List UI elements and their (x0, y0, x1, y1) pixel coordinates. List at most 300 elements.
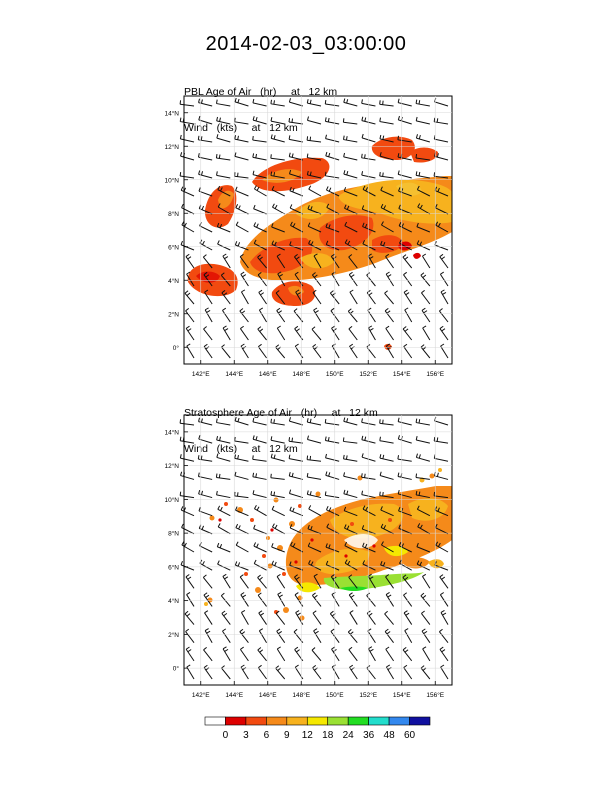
wind-barb (441, 290, 448, 304)
wind-barb (362, 491, 376, 498)
colorbar-swatch (307, 717, 327, 725)
wind-barb (367, 273, 376, 286)
wind-barb (416, 171, 430, 178)
wind-barb (235, 172, 249, 178)
wind-barb (221, 666, 230, 679)
wind-barb (217, 117, 231, 124)
lat-tick-label: 8°N (168, 530, 179, 538)
wind-barb (217, 171, 231, 178)
wind-barb (435, 241, 448, 250)
colorbar-swatch (266, 717, 286, 725)
wind-barb (181, 506, 194, 515)
wind-barb (236, 187, 249, 196)
wind-barb (276, 611, 285, 624)
wind-barb (422, 308, 430, 322)
wind-barb (236, 542, 248, 552)
wind-barb (421, 290, 429, 304)
wind-barb (271, 491, 285, 497)
colorbar-swatch (205, 717, 225, 725)
wind-barb (253, 473, 267, 480)
wind-barb (200, 560, 212, 570)
wind-barb (343, 136, 357, 142)
wind-barb (204, 344, 212, 358)
wind-barb (221, 345, 230, 358)
wind-barb (199, 525, 212, 534)
lat-tick-label: 6°N (168, 564, 179, 572)
wind-barb (271, 117, 285, 124)
wind-barb (222, 308, 230, 322)
lon-tick-label: 146°E (258, 371, 277, 378)
lat-tick-label: 0° (172, 665, 179, 673)
wind-barb (181, 561, 194, 570)
wind-barb (421, 611, 429, 625)
wind-barb (350, 611, 357, 625)
wind-barb (216, 100, 230, 106)
wind-barb (313, 665, 321, 679)
wind-barb (253, 153, 267, 160)
wind-barb (204, 665, 212, 679)
wind-barb (222, 611, 230, 625)
wind-barb (241, 610, 248, 624)
wind-barb (332, 326, 340, 340)
wind-barb (441, 344, 448, 358)
wind-barb (295, 344, 303, 358)
wind-barb (200, 240, 212, 250)
wind-barb (271, 436, 285, 443)
wind-barb (216, 474, 230, 480)
wind-barb (217, 436, 231, 443)
wind-barb (223, 254, 230, 268)
wind-barb (216, 419, 230, 425)
lat-tick-label: 12°N (164, 143, 179, 151)
lat-tick-label: 8°N (168, 210, 179, 218)
wind-barb (218, 506, 230, 516)
wind-barb (272, 524, 284, 534)
wind-barb (326, 135, 340, 142)
wind-barb (277, 647, 284, 661)
wind-barb (236, 524, 249, 534)
wind-barb (259, 308, 266, 322)
wind-barb (295, 647, 303, 661)
wind-barb (186, 308, 194, 322)
wind-barb (344, 170, 357, 178)
wind-barb (253, 116, 266, 124)
wind-barb (368, 629, 376, 643)
wind-barb (241, 593, 249, 607)
wind-barb (240, 647, 248, 661)
wind-barb (295, 326, 303, 340)
wind-barb (398, 99, 412, 106)
wind-barb (440, 647, 448, 661)
wind-barb (241, 344, 248, 358)
colorbar-swatch (369, 717, 389, 725)
wind-barb (289, 490, 302, 498)
wind-barb (253, 490, 267, 497)
wind-barb (403, 272, 411, 286)
wind-barb (404, 290, 412, 304)
wind-barb (398, 171, 412, 178)
wind-barb (326, 454, 340, 461)
lon-tick-label: 152°E (359, 371, 378, 378)
wind-barb (380, 437, 394, 443)
colorbar-labels (223, 730, 416, 741)
lon-tick-label: 148°E (292, 371, 311, 378)
panel1-map (164, 96, 452, 378)
wind-barb (434, 437, 448, 443)
wind-barb (362, 436, 376, 443)
wind-barb (404, 665, 412, 679)
wind-barb (205, 308, 212, 322)
lat-tick-label: 4°N (168, 598, 179, 606)
colorbar-label: 60 (403, 730, 416, 741)
panel1-title-line1: PBL Age of Air (hr) at 12 km (184, 86, 338, 98)
wind-barb (343, 455, 357, 461)
colorbar-label: 12 (301, 730, 313, 741)
wind-barb (181, 187, 194, 196)
lat-tick-label: 14°N (164, 429, 179, 437)
wind-barb (240, 326, 248, 340)
wind-barb (181, 152, 194, 160)
colorbar-swatch (348, 717, 368, 725)
lat-tick-label: 10°N (164, 177, 179, 185)
wind-barb (440, 575, 448, 589)
colorbar-label: 9 (284, 730, 290, 741)
wind-barb (235, 118, 249, 124)
wind-barb (253, 435, 266, 443)
wind-barb (362, 134, 375, 142)
wind-barb (332, 647, 340, 661)
wind-barb (240, 309, 249, 322)
wind-barb (422, 254, 429, 268)
lon-tick-label: 150°E (325, 692, 344, 699)
wind-barb (235, 561, 248, 570)
wind-barb (349, 326, 357, 340)
wind-barb (181, 241, 194, 250)
wind-barb (423, 326, 430, 340)
wind-barb (349, 647, 357, 661)
wind-barb (325, 100, 339, 106)
wind-barb (403, 327, 412, 340)
wind-barb (254, 505, 266, 515)
wind-barb (403, 593, 411, 607)
wind-barb (254, 542, 267, 552)
wind-barb (434, 135, 448, 142)
wind-barb (272, 204, 284, 214)
wind-barb (223, 574, 230, 588)
wind-barb (254, 222, 267, 232)
wind-barb (258, 647, 267, 660)
wind-barb (440, 326, 448, 340)
wind-barb (217, 134, 230, 142)
wind-barb (180, 492, 194, 498)
wind-barb (241, 290, 248, 304)
lat-tick-label: 2°N (168, 311, 179, 319)
wind-barb (254, 205, 267, 214)
wind-barb (186, 326, 194, 340)
wind-barb (258, 665, 266, 679)
wind-barb (440, 593, 448, 607)
lon-tick-label: 142°E (191, 371, 210, 378)
wind-barb (349, 593, 357, 607)
wind-barb (180, 100, 194, 106)
colorbar-swatch (287, 717, 307, 725)
wind-barb (289, 472, 303, 479)
panel2-map (164, 415, 452, 699)
wind-barb (386, 592, 393, 606)
wind-barb (307, 99, 321, 106)
wind-barb (307, 418, 321, 425)
wind-barb (344, 153, 358, 160)
wind-barb (380, 419, 394, 425)
wind-barb (416, 436, 430, 443)
wind-barb (180, 454, 194, 461)
wind-barb (253, 455, 267, 461)
wind-barb (325, 117, 339, 124)
wind-barb (405, 308, 412, 322)
wind-barb (386, 272, 393, 286)
wind-barb (441, 610, 448, 624)
wind-barb (349, 272, 357, 286)
wind-barb (325, 437, 339, 444)
wind-barb (180, 172, 194, 178)
wind-barb (380, 100, 394, 106)
wind-barb (180, 135, 194, 142)
wind-barb (435, 417, 448, 425)
wind-barb (258, 593, 266, 607)
lat-tick-label: 0° (172, 344, 179, 352)
wind-barb (385, 611, 394, 624)
wind-barb (235, 135, 249, 142)
wind-barb (416, 474, 430, 480)
wind-barb (362, 418, 376, 425)
wind-barb (307, 136, 321, 142)
wind-barb (362, 99, 376, 106)
wind-barb (398, 473, 412, 480)
wind-barb (422, 574, 429, 588)
wind-barb (204, 647, 213, 660)
wind-barb (404, 344, 412, 358)
wind-barb (235, 454, 249, 461)
wind-barb (423, 647, 430, 661)
wind-barb (332, 592, 339, 606)
wind-barb (313, 344, 321, 358)
wind-barb (217, 543, 230, 552)
wind-barb (241, 272, 249, 286)
figure-title: 2014-02-03_03:00:00 (205, 33, 407, 55)
wind-barb (223, 326, 230, 340)
wind-barb (386, 647, 394, 661)
wind-barb (398, 418, 412, 425)
wind-barb (185, 291, 194, 304)
lon-tick-label: 154°E (392, 371, 411, 378)
wind-barb (186, 629, 194, 643)
wind-barb (258, 327, 267, 340)
wind-barb (277, 308, 285, 322)
wind-barb (198, 136, 212, 142)
wind-barb (236, 222, 248, 232)
wind-barb (368, 326, 375, 340)
lat-tick-label: 10°N (164, 496, 179, 504)
lon-tick-label: 144°E (225, 692, 244, 699)
wind-barb (332, 344, 339, 358)
lon-tick-label: 156°E (426, 692, 445, 699)
panel2-age-field (204, 468, 452, 621)
wind-barb (271, 454, 285, 461)
wind-barb (440, 254, 448, 268)
colorbar-swatch (328, 717, 348, 725)
lon-tick-label: 142°E (191, 692, 210, 699)
wind-barb (182, 204, 194, 214)
wind-barb (343, 118, 357, 124)
wind-barb (259, 611, 267, 625)
wind-barb (278, 592, 285, 606)
wind-barb (259, 629, 266, 643)
wind-barb (223, 647, 230, 661)
wind-barb (240, 575, 248, 589)
wind-barb (326, 472, 339, 480)
wind-barb (416, 419, 430, 425)
wind-barb (332, 665, 339, 679)
wind-barb (380, 454, 394, 461)
colorbar-label: 0 (222, 730, 229, 741)
wind-barb (235, 472, 249, 479)
wind-barb (326, 152, 339, 160)
wind-barb (416, 100, 430, 106)
wind-barb (271, 154, 285, 160)
wind-barb (216, 154, 230, 160)
wind-barb (181, 472, 194, 480)
wind-barb (422, 629, 430, 643)
lat-tick-label: 4°N (168, 277, 179, 285)
wind-barb (439, 309, 448, 322)
wind-barb (398, 116, 411, 124)
wind-barb (440, 272, 448, 286)
wind-barb (295, 665, 303, 679)
wind-barb (367, 593, 376, 606)
wind-barb (349, 665, 357, 679)
wind-barb (186, 254, 194, 268)
wind-barb (204, 327, 213, 340)
wind-barb (307, 473, 321, 479)
colorbar-swatches (205, 717, 430, 725)
wind-barb (416, 134, 429, 142)
wind-barb (217, 491, 231, 498)
wind-barb (312, 648, 321, 661)
wind-barb (344, 490, 357, 498)
wind-barb (254, 525, 267, 534)
panel2-title-line2: Wind (kts) at 12 km (184, 443, 298, 455)
wind-barb (385, 291, 394, 304)
wind-barb (205, 611, 213, 625)
wind-barb (272, 561, 285, 570)
wind-barb (203, 575, 212, 588)
wind-barb (253, 418, 267, 425)
wind-barb (313, 611, 321, 625)
wind-barb (434, 454, 448, 461)
wind-barb (362, 117, 376, 124)
wind-barb (312, 593, 321, 606)
wind-barb (343, 437, 357, 443)
wind-barb (271, 100, 285, 106)
wind-barb (362, 453, 375, 461)
wind-barb (344, 99, 358, 106)
wind-barb (289, 455, 303, 462)
wind-barb (187, 592, 194, 606)
wind-barb (312, 327, 321, 340)
wind-barb (441, 665, 448, 679)
wind-barb (185, 611, 194, 624)
wind-barb (348, 629, 357, 642)
wind-barb (259, 290, 267, 304)
wind-barb (235, 417, 248, 425)
wind-barb (235, 492, 249, 498)
wind-barb (314, 629, 321, 643)
wind-barb (348, 309, 357, 322)
wind-barb (218, 240, 231, 250)
colorbar-label: 18 (322, 730, 334, 741)
wind-barb (258, 344, 266, 358)
colorbar-label: 6 (263, 730, 270, 741)
wind-barb (403, 255, 412, 268)
wind-barb (205, 629, 212, 643)
wind-barb (222, 629, 230, 643)
wind-barb (254, 560, 266, 570)
wind-barb (405, 629, 412, 643)
wind-barb (380, 172, 394, 178)
wind-barb (180, 437, 194, 443)
wind-barb (271, 419, 285, 425)
wind-barb (349, 344, 357, 358)
lon-tick-label: 144°E (225, 371, 244, 378)
wind-barb (385, 308, 393, 322)
wind-barb (344, 418, 358, 425)
wind-barb (404, 611, 412, 625)
wind-barb (368, 308, 376, 322)
wind-barb (434, 118, 448, 124)
wind-barb (277, 326, 284, 340)
lon-tick-label: 152°E (359, 692, 378, 699)
wind-barb (380, 118, 394, 124)
wind-barb (325, 491, 339, 497)
wind-barb (253, 136, 267, 142)
wind-barb (218, 561, 231, 571)
wind-barb (253, 99, 267, 106)
wind-barb (289, 437, 303, 443)
wind-barb (186, 575, 194, 589)
wind-barb (277, 574, 285, 588)
colorbar-label: 36 (363, 730, 375, 741)
wind-barb (325, 419, 339, 425)
wind-barb (398, 455, 412, 461)
wind-barb (307, 117, 321, 124)
wind-barb (277, 629, 285, 643)
wind-barb (272, 506, 285, 516)
wind-barb (217, 454, 230, 462)
wind-barb (421, 273, 430, 286)
wind-barb (271, 474, 285, 480)
wind-barb (235, 153, 249, 160)
colorbar-label: 48 (383, 730, 395, 741)
wind-barb (398, 435, 411, 443)
wind-barb (258, 575, 267, 588)
wind-barb (289, 417, 302, 425)
wind-barb (186, 647, 194, 661)
wind-barb (421, 593, 430, 606)
wind-barb (416, 117, 430, 124)
wind-barb (434, 472, 448, 479)
lon-tick-label: 148°E (292, 692, 311, 699)
wind-barb (271, 135, 285, 142)
